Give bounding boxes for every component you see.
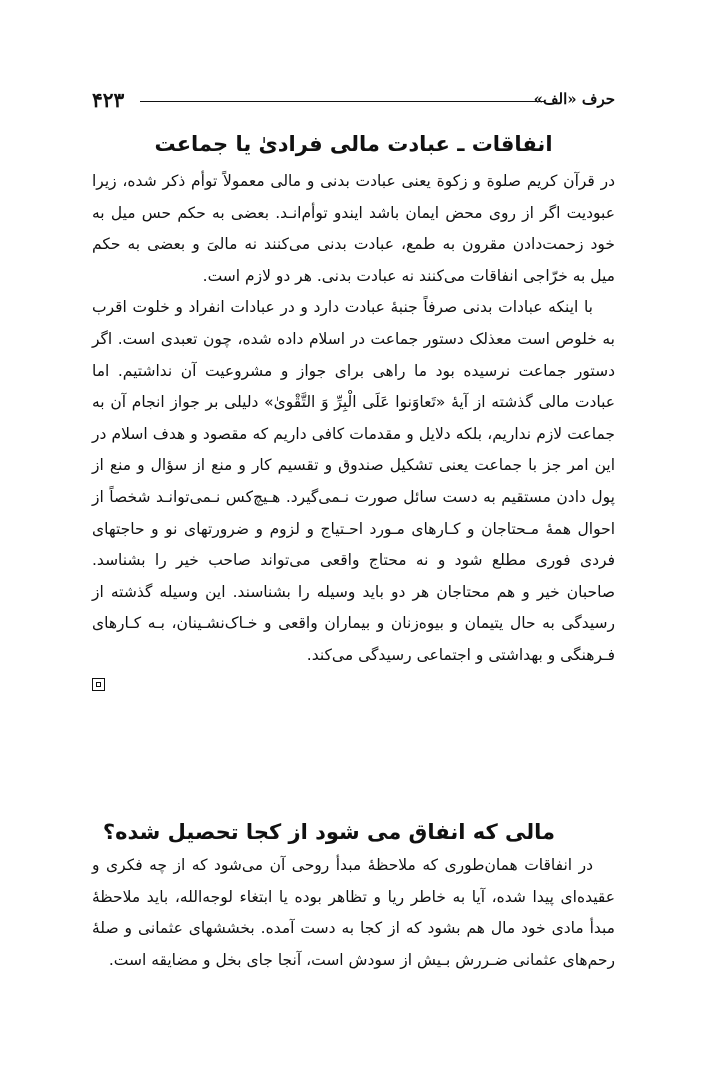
section-2 [92,816,615,976]
running-head: حرف «الف» [533,90,615,108]
section-1-paragraph-1: در قرآن کریم صلوة و زکوة یعنی عبادت بدنی و مالی معمولاً توأم ذکر شده، زیرا عبودیت اگر از روی محض ایمان باشد ایندو توأم‌انـد. بعضی به حکم حس میل به خود زحمت‌دادن مقرون به طمع، عبادت بدنی می‌کنند نه مالیَ و بعضی به حکم میل به خرّاجی انفاقات می‌کنند نه عبادت بدنی. هر دو لازم است. [92,172,615,285]
section-2-paragraph-1: در انفاقات همان‌طوری که ملاحظهٔ مبدأ روحی آن می‌شود که از چه فکری و عقیده‌ای پیدا شده، آیا به خاطر ریا و تظاهر بوده یا ابتغاء لوجه‌الله، باید ملاحظهٔ مبدأ مادی خود مال هم بشود که از کجا به دست آمده. بخششهای عثمانی و صلهٔ رحم‌های عثمانی ضـررش بـیش از سودش است، آنجا جای بخل و مضایقه است. [92,856,615,969]
page-header [92,88,615,114]
header-rule [140,101,545,102]
section-end-row [92,672,615,694]
section-end-icon [92,678,105,691]
section-1-paragraph-2: با اینکه عبادات بدنی صرفاً جنبهٔ عبادت دارد و در عبادات انفراد و خلوت اقرب به خلوص است معذلک دستور جماعت در اسلام داده شده، چون تعبدی است. اگر دستور جماعت نرسیده بود ما راهی برای جواز و مشروعیت آن نداشتیم. اما عبادت مالی گذشته از آیهٔ «تَعاوَنوا عَلَی الْبِرِّ وَ التَّقْوىٰ» دلیلی بر جواز انجام آن به جماعت لازم نداریم، بلکه دلایل و مقدمات کافی داریم که مقصود و هدف اسلام در این امر جز با جماعت یعنی تشکیل صندوق و تقسیم کار و منع از سؤال و منع از پول دادن مستقیم به دست سائل صورت نـمی‌گیرد. هـیچ‌کس نـمی‌توانـد شخصاً از احوال همهٔ مـحتاجان و کـارهای مـورد احـتیاج و لزوم و ضرورتهای نو و حاجتهای فردی فوری مطلع شود و نه محتاج واقعی می‌تواند صاحب خیر را بشناسد. صاحبان خیر و هم محتاجان هر دو باید وسیله را بشناسند. این وسیله گذشته از رسیدگی به حال یتیمان و بیوه‌زنان و بیماران واقعی و خـاک‌نشـینان، بـه کـارهای فـرهنگی و بهداشتی و اجتماعی رسیدگی می‌کند. [92,298,615,664]
section-1-title: انفاقات ـ عبادت مالی فرادیٰ یا جماعت [154,132,553,156]
page-number: ۴۲۳ [92,88,125,112]
section-2-title: مالی که انفاق می شود از کجا تحصیل شده؟ [102,820,555,844]
section-1 [92,128,615,694]
